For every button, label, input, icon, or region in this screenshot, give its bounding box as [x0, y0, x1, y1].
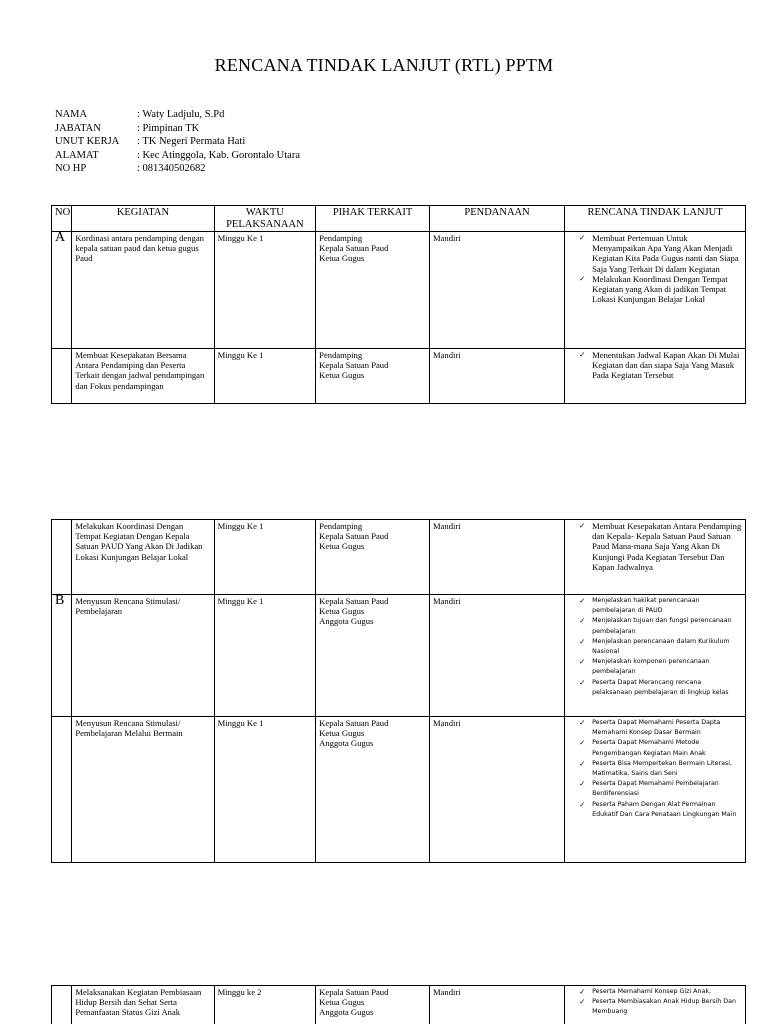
row-no — [52, 349, 72, 404]
rencana-item: ✓ Peserta Memahami Konsep Gizi Anak, — [568, 987, 742, 997]
rencana-list — [568, 233, 742, 304]
rencana-list — [568, 596, 742, 698]
rencana-item: ✓ Peserta Dapat Merancang rencana pelaksanaan pembelajaran di lingkup kelas — [568, 678, 742, 698]
rencana-item: ✓ Peserta Membiasakan Anak Hidup Bersih Dan Membuang — [568, 997, 742, 1017]
row-kegiatan: Membuat Kesepakatan Bersama Antara Pendamping dan Peserta Terkait dengan jadwal pendampingan dan Fokus pendampingan — [72, 349, 214, 404]
info-value: : Pimpinan TK — [137, 122, 200, 134]
row-kegiatan: Melakukan Koordinasi Dengan Tempat Kegiatan Dengan Kepala Satuan PAUD Yang Akan Di Jadikan Lokasi Kunjungan Belajar Lokal — [72, 520, 214, 595]
info-value: : Waty Ladjulu, S.Pd — [137, 109, 225, 120]
row-kegiatan: Menyusun Rencana Stimulasi/ Pembelajaran Melalui Bermain — [72, 717, 214, 863]
header-pendanaan: PENDANAAN — [429, 206, 564, 232]
row-rencana — [565, 717, 746, 863]
info-row-no-hp — [55, 162, 300, 176]
pihak-item: Kepala Satuan Paud — [319, 243, 389, 254]
row-kegiatan: Melaksanakan Kegiatan Pembiasaan Hidup Bersih dan Sehat Serta Pemanfaatan Status Gizi Anak — [72, 986, 214, 1024]
info-row-unit-kerja — [55, 135, 300, 149]
row-pihak — [316, 986, 430, 1024]
row-waktu: Minggu Ke 1 — [214, 349, 316, 404]
row-waktu: Minggu ke 2 — [214, 986, 316, 1024]
pihak-item: Pendamping — [319, 350, 363, 360]
info-value: : 081340502682 — [137, 163, 206, 174]
info-value: : Kec Atinggola, Kab. Gorontalo Utara — [137, 149, 300, 161]
table-row — [52, 520, 746, 595]
row-pendanaan: Mandiri — [429, 232, 564, 349]
row-no: A — [52, 232, 72, 349]
pihak-item: Anggota Gugus — [319, 1007, 374, 1018]
row-waktu: Minggu Ke 1 — [214, 520, 316, 595]
identity-block — [55, 108, 300, 176]
pihak-item: Ketua Gugus — [319, 728, 365, 739]
row-pendanaan: Mandiri — [429, 986, 564, 1024]
info-label: NAMA — [55, 109, 88, 120]
header-no: NO — [52, 206, 72, 232]
header-waktu: WAKTU PELAKSANAAN — [214, 206, 316, 232]
rencana-item: ✓ Membuat Pertemuan Untuk Menyampaikan Apa Yang Akan Menjadi Kegiatan Kita Pada Gugus nanti dan Siapa Saja Yang Terkait Di dalam Kegiatan — [568, 233, 742, 274]
table-row — [52, 717, 746, 863]
row-pihak — [316, 232, 430, 349]
rencana-item: ✓ Menentukan Jadwal Kapan Akan Di Mulai Kegiatan dan dan siapa Saja Yang Masuk Pada Kegiatan Tersebut — [568, 350, 742, 381]
rencana-item: ✓ Menjelaskan tujuan dan fungsi perencanaan pembelajaran — [568, 616, 742, 636]
info-value: : TK Negeri Permata Hati — [137, 136, 246, 147]
table-row — [52, 986, 746, 1024]
rtl-table-part-1 — [51, 205, 746, 404]
table-row — [52, 232, 746, 349]
pihak-item: Anggota Gugus — [319, 738, 374, 749]
pihak-item: Ketua Gugus — [319, 997, 365, 1008]
row-no — [52, 986, 72, 1024]
pihak-item: Ketua Gugus — [319, 606, 365, 617]
rencana-item: ✓ Peserta Paham Dengan Alat Permainan Edukatif Dan Cara Penataan Lingkungan Main — [568, 800, 742, 820]
table-header-row — [52, 206, 746, 232]
row-kegiatan: Kordinasi antara pendamping dengan kepala satuan paud dan ketua gugus Paud — [72, 232, 214, 349]
info-label: JABATAN — [55, 122, 101, 134]
row-no — [52, 520, 72, 595]
table-row — [52, 595, 746, 717]
pihak-item: Kepala Satuan Paud — [319, 987, 389, 997]
pihak-item: Ketua Gugus — [319, 541, 365, 552]
row-pendanaan: Mandiri — [429, 520, 564, 595]
rencana-item: ✓ Peserta Dapat Memahami Peserta Dapta Memahami Konsep Dasar Bermain — [568, 718, 742, 738]
row-pihak — [316, 349, 430, 404]
row-no: B — [52, 595, 72, 717]
row-pihak — [316, 595, 430, 717]
table-row — [52, 349, 746, 404]
info-label: NO HP — [55, 163, 87, 174]
pihak-item: Kepala Satuan Paud — [319, 596, 389, 606]
info-label: UNUT KERJA — [55, 136, 120, 147]
pihak-item: Kepala Satuan Paud — [319, 360, 389, 371]
header-rencana: RENCANA TINDAK LANJUT — [565, 206, 746, 232]
info-label: ALAMAT — [55, 149, 99, 161]
rencana-item: ✓ Menjelaskan hakikat perencanaan pembelajaran di PAUD — [568, 596, 742, 616]
pihak-item: Pendamping — [319, 521, 363, 531]
pihak-item: Anggota Gugus — [319, 616, 374, 627]
pihak-item: Pendamping — [319, 233, 363, 243]
row-rencana — [565, 520, 746, 595]
row-pihak — [316, 717, 430, 863]
rencana-list — [568, 350, 742, 381]
table-clip-region — [0, 985, 768, 1024]
pihak-item: Kepala Satuan Paud — [319, 531, 389, 542]
rencana-item: ✓ Melakukan Koordinasi Dengan Tempat Kegiatan yang Akan di jadikan Tempat Lokasi Kunjungan Belajar Lokal — [568, 274, 742, 305]
row-pihak — [316, 520, 430, 595]
rencana-item: ✓ Peserta Dapat Memahami Metode Pengembangan Kegiatan Main Anak — [568, 738, 742, 758]
row-pendanaan: Mandiri — [429, 595, 564, 717]
row-rencana — [565, 595, 746, 717]
row-pendanaan: Mandiri — [429, 717, 564, 863]
row-no — [52, 717, 72, 863]
rencana-list — [568, 987, 742, 1018]
row-waktu: Minggu Ke 1 — [214, 232, 316, 349]
row-rencana — [565, 232, 746, 349]
row-rencana — [565, 986, 746, 1024]
header-pihak: PIHAK TERKAIT — [316, 206, 430, 232]
rencana-item: ✓ Menjelaskan komponen perencanaan pembelajaran — [568, 657, 742, 677]
rencana-item: ✓ Menjelaskan perencanaan dalam Kurikulum Nasional — [568, 637, 742, 657]
rencana-list — [568, 521, 742, 572]
info-row-alamat — [55, 149, 300, 163]
rencana-item: ✓ Peserta Dapat Memahami Pembelajaran Berdiferensiasi — [568, 779, 742, 799]
rencana-list — [568, 718, 742, 820]
header-kegiatan: KEGIATAN — [72, 206, 214, 232]
row-rencana — [565, 349, 746, 404]
row-waktu: Minggu Ke 1 — [214, 717, 316, 863]
info-row-nama — [55, 108, 300, 122]
rtl-table-part-3 — [51, 985, 746, 1024]
pihak-item: Ketua Gugus — [319, 370, 365, 381]
pihak-item: Kepala Satuan Paud — [319, 718, 389, 728]
rencana-item: ✓ Membuat Kesepakatan Antara Pendamping dan Kepala- Kepala Satuan Paud Satuan Paud Mana-mana Saja Yang Akan Di Kunjungi Pada Kegiatan Tersebut Dan Kapan Jadwalnya — [568, 521, 742, 572]
row-pendanaan: Mandiri — [429, 349, 564, 404]
pihak-item: Ketua Gugus — [319, 253, 365, 264]
page-title: RENCANA TINDAK LANJUT (RTL) PPTM — [214, 55, 554, 75]
row-kegiatan: Menyusun Rencana Stimulasi/ Pembelajaran — [72, 595, 214, 717]
info-row-jabatan — [55, 122, 300, 136]
row-waktu: Minggu Ke 1 — [214, 595, 316, 717]
rtl-table-part-2 — [51, 519, 746, 863]
rencana-item: ✓ Peserta Bisa Mempertekan Bermain Literasi, Matimatika, Sains dan Seni — [568, 759, 742, 779]
